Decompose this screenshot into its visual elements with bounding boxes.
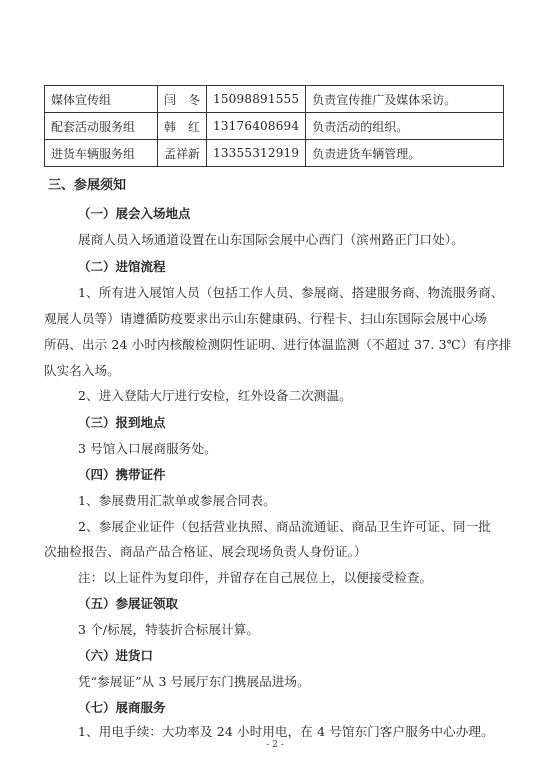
paragraph-line: 所码、出示 24 小时内核酸检测阴性证明、进行体温监测（不超过 37. 3℃）有序排: [44, 337, 512, 352]
group-cell: 进货车辆服务组: [45, 140, 158, 167]
subsection-title: （六）进货口: [78, 648, 154, 663]
person-cell: 韩 红: [158, 113, 207, 140]
phone-cell: 13176408694: [207, 113, 306, 140]
group-cell: 媒体宣传组: [45, 86, 158, 113]
table-row: [45, 86, 504, 113]
phone-cell: 15098891555: [207, 86, 306, 113]
paragraph: 1、用电手续：大功率及 24 小时用电，在 4 号馆东门客户服务中心办理。: [78, 724, 494, 739]
subsection-title: （四）携带证件: [78, 467, 166, 482]
paragraph-line: 2、参展企业证件（包括营业执照、商品流通证、商品卫生许可证、同一批: [78, 519, 491, 534]
contact-table: [44, 85, 504, 167]
paragraph-line: 次抽检报告、商品产品合格证、展会现场负责人身份证。）: [44, 544, 367, 559]
paragraph: 2、进入登陆大厅进行安检，红外设备二次测温。: [78, 388, 352, 403]
paragraph-line: 1、所有进入展馆人员（包括工作人员、参展商、搭建服务商、物流服务商、: [78, 285, 504, 300]
subsection-title: （二）进馆流程: [78, 259, 166, 274]
page-number: - 2 -: [266, 740, 284, 750]
paragraph-line: 队实名入场。: [44, 363, 120, 378]
subsection-title: （五）参展证领取: [78, 596, 179, 611]
note: 注：以上证件为复印件，并留存在自己展位上，以便接受检查。: [78, 570, 433, 585]
paragraph: 3 号馆入口展商服务处。: [78, 441, 217, 456]
table-row: [45, 140, 504, 167]
subsection-title: （一）展会入场地点: [78, 206, 191, 221]
group-cell: 配套活动服务组: [45, 113, 158, 140]
paragraph: 展商人员入场通道设置在山东国际会展中心西门（滨州路正门口处）。: [78, 232, 464, 247]
person-cell: 闫 冬: [158, 86, 207, 113]
paragraph: 1、参展费用汇款单或参展合同表。: [78, 493, 276, 508]
paragraph: 3 个/标展，特装折合标展计算。: [78, 622, 260, 637]
duty-cell: 负责活动的组织。: [306, 113, 504, 140]
person-cell: 孟祥新: [158, 140, 207, 167]
subsection-title: （三）报到地点: [78, 415, 166, 430]
paragraph: 凭“参展证”从 3 号展厅东门携展品进场。: [78, 674, 310, 689]
table-row: [45, 113, 504, 140]
subsection-title: （七）展商服务: [78, 700, 166, 715]
section-heading: 三、参展须知: [48, 178, 127, 193]
phone-cell: 13355312919: [207, 140, 306, 167]
duty-cell: 负责进货车辆管理。: [306, 140, 504, 167]
paragraph-line: 观展人员等）请遵循防疫要求出示山东健康码、行程卡、扫山东国际会展中心场: [44, 311, 487, 326]
duty-cell: 负责宣传推广及媒体采访。: [306, 86, 504, 113]
